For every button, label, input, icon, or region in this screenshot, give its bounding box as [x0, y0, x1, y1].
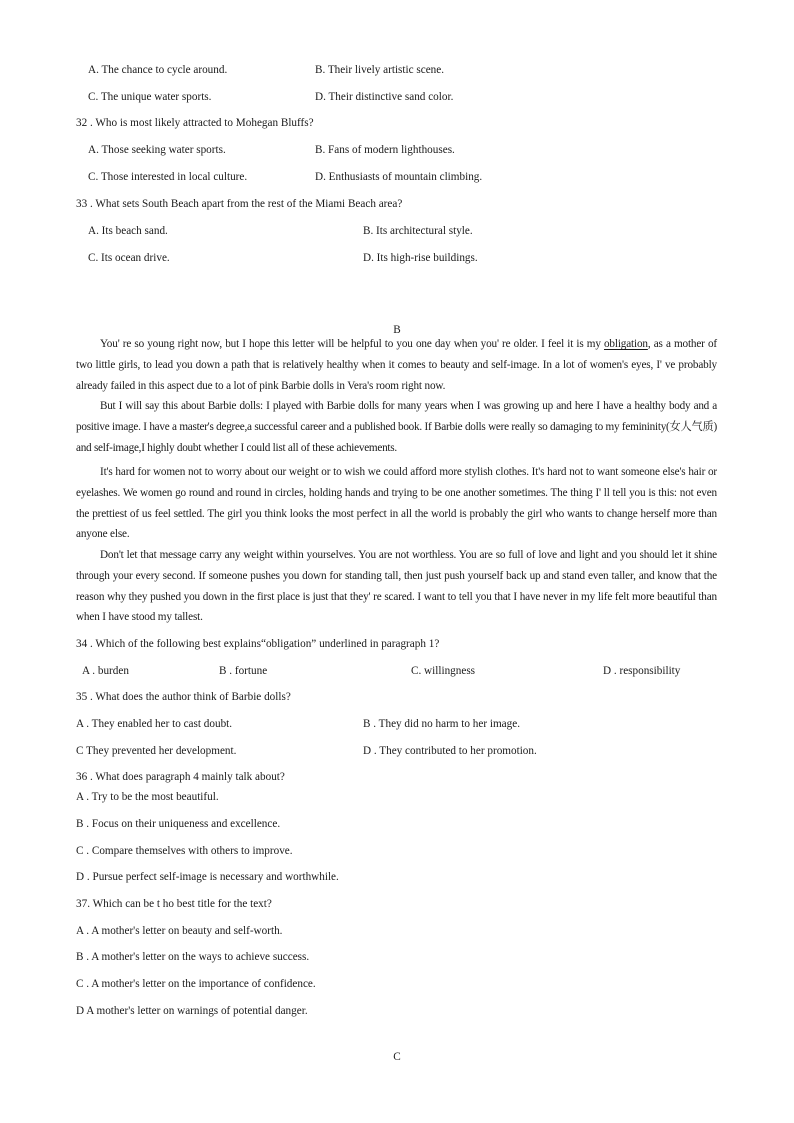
section-c-heading: C: [393, 1051, 401, 1063]
passage-paragraph-1: [76, 334, 717, 396]
q32-option-d: D. Enthusiasts of mountain climbing.: [315, 171, 483, 183]
q37-question: 37. Which can be t ho best title for the text?: [76, 898, 272, 910]
passage-paragraph-2: But I will say this about Barbie dolls: I played with Barbie dolls for many years when I was growing up and here I have a healthy body and a positive image. I have a master's degree,a successful career and a published book. If Barbie dolls were really so damaging to my femininity(女人气质) and self-image,I highly doubt whether I could list all of these achievements.: [76, 400, 717, 454]
q34-option-d: D . responsibility: [603, 665, 681, 677]
q33-option-a: A. Its beach sand.: [88, 225, 168, 237]
q36-option-a: A . Try to be the most beautiful.: [76, 791, 219, 803]
q33-question: 33 . What sets South Beach apart from the rest of the Miami Beach area?: [76, 198, 403, 210]
q37-option-a: A . A mother's letter on beauty and self-worth.: [76, 925, 283, 937]
q32-option-b: B. Fans of modern lighthouses.: [315, 144, 455, 156]
q34-question: 34 . Which of the following best explains“obligation” underlined in paragraph 1?: [76, 638, 440, 650]
q31-option-c: C. The unique water sports.: [88, 91, 212, 103]
q32-option-a: A. Those seeking water sports.: [88, 144, 226, 156]
section-b-heading: B: [393, 324, 401, 336]
q37-option-c: C . A mother's letter on the importance of confidence.: [76, 978, 316, 990]
q36-option-d: D . Pursue perfect self-image is necessary and worthwhile.: [76, 871, 339, 883]
q37-option-d: D A mother's letter on warnings of potential danger.: [76, 1005, 308, 1017]
q31-option-b: B. Their lively artistic scene.: [315, 64, 445, 76]
q32-question: 32 . Who is most likely attracted to Mohegan Bluffs?: [76, 117, 314, 129]
q32-option-c: C. Those interested in local culture.: [88, 171, 248, 183]
passage-paragraph-4: Don't let that message carry any weight within yourselves. You are not worthless. You are so full of love and light and you should let it shine through your every second. If someone pushes you down for standing tall, then just push yourself back up and stand even taller, and know that the reason why they pushed you down in the first place is just that they' re scared. I want to tell you that I have never in my life felt more beautiful than when I have stood my tallest.: [76, 549, 717, 624]
q36-question: 36 . What does paragraph 4 mainly talk about?: [76, 771, 285, 783]
q35-option-b: B . They did no harm to her image.: [363, 718, 521, 730]
q35-option-a: A . They enabled her to cast doubt.: [76, 718, 233, 730]
q33-option-b: B. Its architectural style.: [363, 225, 473, 237]
q37-option-b: B . A mother's letter on the ways to achieve success.: [76, 951, 310, 963]
q36-option-b: B . Focus on their uniqueness and excellence.: [76, 818, 281, 830]
q35-option-c: C They prevented her development.: [76, 745, 237, 757]
p1-text-after: , as a mother of two little girls, to lead you down a path that is relatively healthy when it comes to beauty and self-image. In a lot of women's eyes, I' ve probably already failed in this aspect due to a lot of pink Barbie dolls in Vera's room right now.: [76, 338, 717, 392]
underlined-word-obligation: obligation: [603, 338, 648, 350]
q35-option-d: D . They contributed to her promotion.: [363, 745, 537, 757]
q33-option-d: D. Its high-rise buildings.: [363, 252, 478, 264]
q31-option-d: D. Their distinctive sand color.: [315, 91, 454, 103]
q34-option-a: A . burden: [82, 665, 129, 677]
q34-option-c: C. willingness: [411, 665, 476, 677]
p1-text-before: You' re so young right now, but I hope this letter will be helpful to you one day when you' re older. I feel it is my: [100, 338, 604, 350]
q31-option-a: A. The chance to cycle around.: [88, 64, 228, 76]
q35-question: 35 . What does the author think of Barbie dolls?: [76, 691, 291, 703]
passage-paragraph-3: It's hard for women not to worry about our weight or to wish we could afford more stylish clothes. It's hard not to want someone else's hair or eyelashes. We women go round and round in circles, holding hands and trying to be one another sometimes. The thing I' ll tell you is this: not even the prettiest of us feel settled. The girl you think looks the most perfect in all the world is probably the girl who wants to change herself more than anyone else.: [76, 466, 717, 541]
q34-option-b: B . fortune: [219, 665, 268, 677]
q33-option-c: C. Its ocean drive.: [88, 252, 170, 264]
q36-option-c: C . Compare themselves with others to improve.: [76, 845, 293, 857]
